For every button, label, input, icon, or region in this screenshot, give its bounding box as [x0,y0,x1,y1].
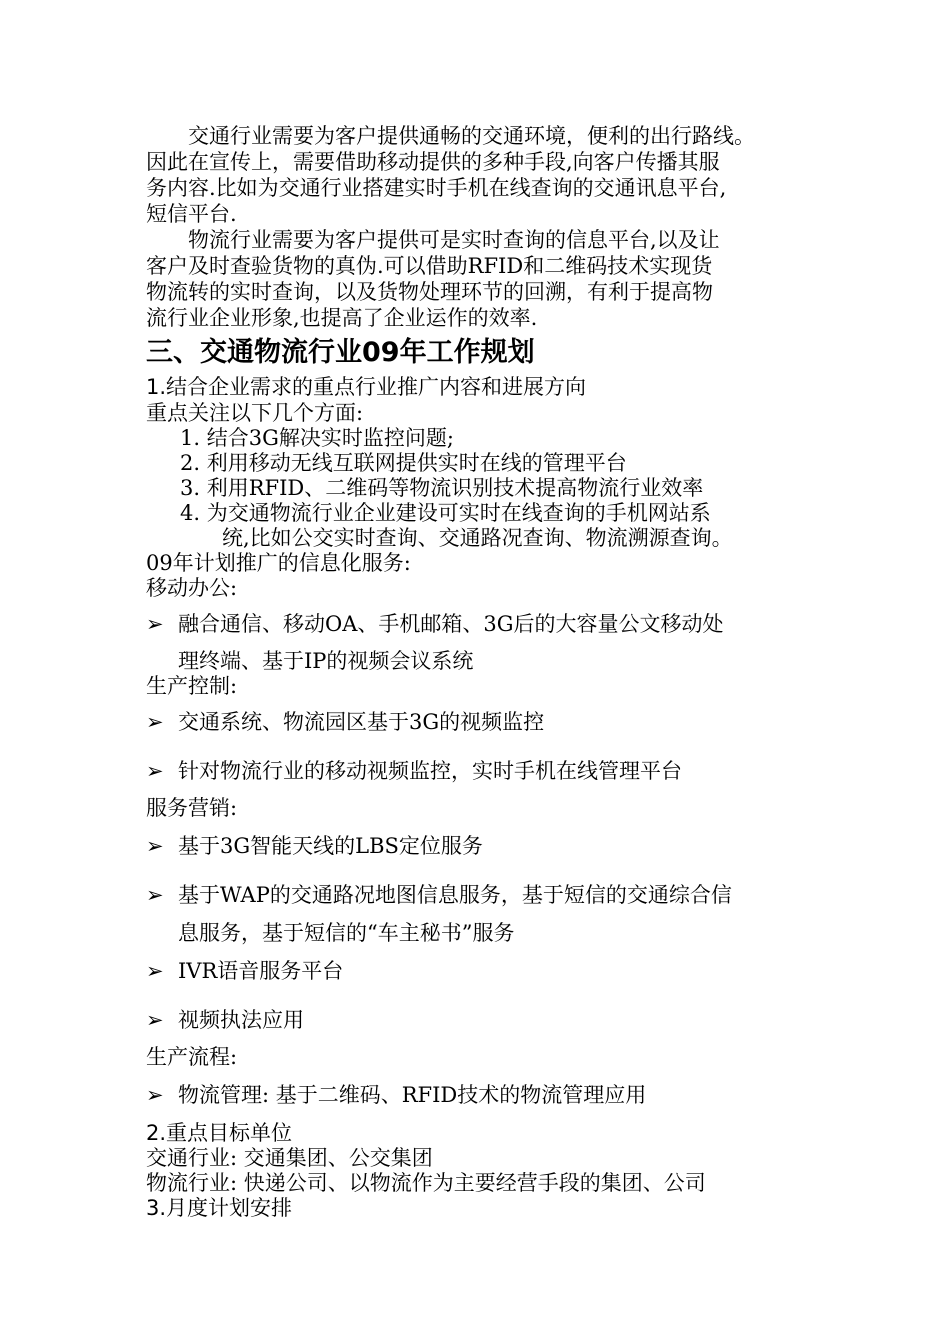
category-label: 服务营销: [146,796,238,820]
paragraph-line: 因此在宣传上，需要借助移动提供的多种手段,向客户传播其服 [146,150,720,174]
subsection-heading: 1.结合企业需求的重点行业推广内容和进展方向 [146,375,587,399]
subsection-heading: 3.月度计划安排 [146,1196,293,1220]
section-heading: 三、交通物流行业09年工作规划 [146,337,535,368]
bullet-item: ➢ 基于WAP的交通路况地图信息服务，基于短信的交通综合信 [146,883,732,907]
numbered-item: 4. 为交通物流行业企业建设可实时在线查询的手机网站系 [180,501,711,525]
numbered-item: 2. 利用移动无线互联网提供实时在线的管理平台 [180,451,627,475]
paragraph-line: 短信平台. [146,202,237,226]
lead-text: 重点关注以下几个方面: [146,401,364,425]
paragraph-line: 物流行业需要为客户提供可是实时查询的信息平台,以及让 [146,228,720,252]
bullet-item: ➢ 针对物流行业的移动视频监控，实时手机在线管理平台 [146,759,682,783]
category-label: 生产流程: [146,1045,238,1069]
arrow-bullet-icon: ➢ [146,612,164,636]
plan-title: 09年计划推广的信息化服务: [146,551,411,575]
category-label: 移动办公: [146,576,238,600]
bullet-continuation: 理终端、基于IP的视频会议系统 [178,649,474,673]
bullet-item: ➢ 视频执法应用 [146,1008,304,1032]
paragraph-line: 流行业企业形象,也提高了企业运作的效率. [146,306,538,330]
bullet-continuation: 息服务，基于短信的“车主秘书”服务 [178,921,515,945]
numbered-item-continuation: 统,比如公交实时查询、交通路况查询、物流溯源查询。 [180,526,733,550]
paragraph-line: 客户及时查验货物的真伪.可以借助RFID和二维码技术实现货 [146,254,713,278]
arrow-bullet-icon: ➢ [146,959,164,983]
category-label: 生产控制: [146,674,238,698]
bullet-item: ➢ 物流管理: 基于二维码、RFID技术的物流管理应用 [146,1083,647,1107]
subsection-heading: 2.重点目标单位 [146,1121,293,1145]
paragraph-line: 务内容.比如为交通行业搭建实时手机在线查询的交通讯息平台, [146,176,727,200]
arrow-bullet-icon: ➢ [146,1083,164,1107]
paragraph-line: 物流转的实时查询，以及货物处理环节的回溯，有利于提高物 [146,280,713,304]
bullet-item: ➢ IVR语音服务平台 [146,959,344,983]
arrow-bullet-icon: ➢ [146,759,164,783]
arrow-bullet-icon: ➢ [146,883,164,907]
bullet-item: ➢ 交通系统、物流园区基于3G的视频监控 [146,710,545,734]
arrow-bullet-icon: ➢ [146,1008,164,1032]
target-line: 物流行业: 快递公司、以物流作为主要经营手段的集团、公司 [146,1171,706,1195]
numbered-item: 3. 利用RFID、二维码等物流识别技术提高物流行业效率 [180,476,704,500]
target-line: 交通行业: 交通集团、公交集团 [146,1146,433,1170]
numbered-item: 1. 结合3G解决实时监控问题; [180,426,454,450]
bullet-item: ➢ 基于3G智能天线的LBS定位服务 [146,834,483,858]
arrow-bullet-icon: ➢ [146,710,164,734]
bullet-item: ➢ 融合通信、移动OA、手机邮箱、3G后的大容量公文移动处 [146,612,724,636]
paragraph-line: 交通行业需要为客户提供通畅的交通环境，便利的出行路线。 [146,124,755,148]
arrow-bullet-icon: ➢ [146,834,164,858]
